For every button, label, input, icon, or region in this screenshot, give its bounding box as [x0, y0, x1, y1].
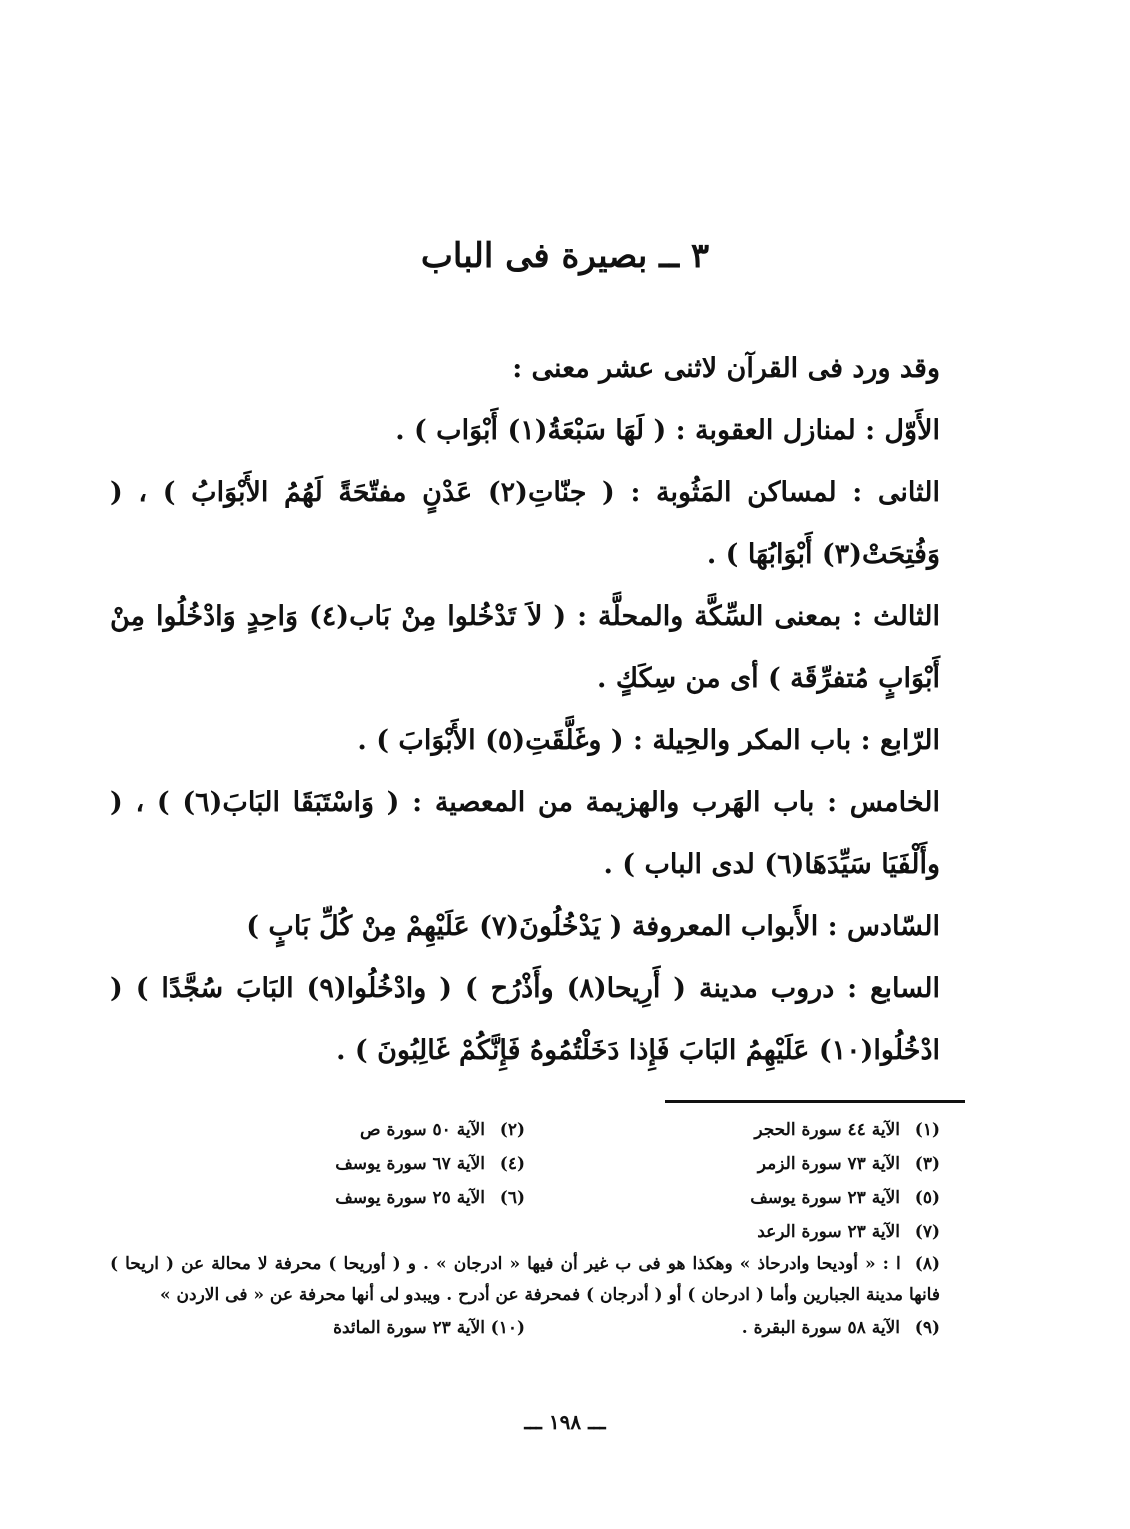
footnote-row: [110, 1181, 940, 1215]
footnote-text: الآية ٢٥ سورة يوسف: [335, 1188, 485, 1208]
footnote-number: (٩): [914, 1318, 940, 1338]
section-title: ٣ ــ بصيرة فى الباب: [420, 236, 710, 276]
paragraph-sixth: السّادس : الأَبواب المعروفة ( يَدْخُلُونَ(٧) عَلَيْهِمْ مِنْ كُلِّ بَابٍ ): [246, 911, 940, 942]
footnote-item: [525, 1311, 940, 1345]
footnote-number: (٤): [499, 1154, 525, 1174]
paragraph-fifth: الخامس : باب الهَرب والهزيمة من المعصية : ( وَاسْتَبَقَا البَابَ(٦) ) ، ( وأَلْفَيَا سَيِّدَهَا(٦) لدى الباب ) .: [110, 787, 940, 880]
footnote-text: الآية ٦٧ سورة يوسف: [335, 1154, 485, 1174]
footnote-number: (١): [914, 1120, 940, 1140]
footnote-number: (٦): [499, 1188, 525, 1208]
footnote-item: [110, 1147, 525, 1181]
paragraph-first: الأَوّل : لمنازل العقوبة : ( لَهَا سَبْعَةُ(١) أَبْوَاب ) .: [395, 415, 940, 446]
footnote-item: [110, 1113, 525, 1147]
paragraph-intro: وقد ورد فى القرآن لاثنى عشر معنى :: [512, 353, 940, 384]
footnotes: [110, 1113, 940, 1345]
footnote-number: (٥): [914, 1188, 940, 1208]
footnote-text: الآية ٤٤ سورة الحجر: [754, 1120, 900, 1140]
footnote-text: الآية ٢٣ سورة الرعد: [757, 1222, 900, 1242]
paragraph-seventh: السابع : دروب مدينة ( أَرِيحا(٨) وأَذْرُح ) ( وادْخُلُوا(٩) البَابَ سُجَّدًا ) ( ادْخُلُوا(١٠) عَلَيْهِمُ البَابَ فَإِذا دَخَلْتُمُوهُ فَإِنَّكُمْ غَالِبُونَ ) .: [110, 973, 941, 1066]
footnote-text: الآية ٢٣ سورة المائدة: [333, 1318, 485, 1338]
paragraph-third: الثالث : بمعنى السِّكَّة والمحلَّة : ( لاَ تَدْخُلوا مِنْ بَاب(٤) وَاحِدٍ وَادْخُلُوا مِنْ أَبْوَابٍ مُتفرِّقَة ) أى من سِكَكٍ .: [110, 601, 940, 694]
footnote-item: [525, 1215, 940, 1249]
footnote-text: الآية ٧٣ سورة الزمر: [757, 1154, 900, 1174]
footnote-number: (٢): [499, 1120, 525, 1140]
footnote-number: (٧): [914, 1222, 940, 1242]
footnote-item: [110, 1311, 525, 1345]
footnote-long-note: [110, 1249, 940, 1311]
footnote-row: [110, 1311, 940, 1345]
footnote-number: (١٠): [490, 1318, 525, 1338]
footnote-row: [110, 1147, 940, 1181]
footnote-item: [110, 1181, 525, 1215]
footnote-text: الآية ٢٣ سورة يوسف: [750, 1188, 900, 1208]
footnote-text: الآية ٥٨ سورة البقرة .: [741, 1318, 900, 1338]
footnote-number: (٨): [914, 1254, 940, 1274]
main-text: [110, 338, 940, 1082]
footnote-item: [525, 1181, 940, 1215]
footnote-text: الآية ٥٠ سورة ص: [360, 1120, 485, 1140]
footnote-text: ا : « أوديحا وادرحاذ » وهكذا هو فى ب غير أن فيها « ادرجان » . و ( أوريحا ) محرفة لا محالة عن ( اريحا ) فانها مدينة الجبارين وأما ( ادرحان ) أو ( أدرجان ) فمحرفة عن أدرح . ويبدو لى أنها محرفة عن « فى الاردن »: [110, 1254, 940, 1305]
paragraph-second: الثانى : لمساكن المَثُوبة : ( جنّاتِ(٢) عَدْنٍ مفتّحَةً لَهُمُ الأَبْوَابُ ) ، ( وَفُتِحَتْ(٣) أَبْوَابُهَا ) .: [110, 477, 941, 570]
footnote-item: [110, 1215, 525, 1249]
footnote-item: [525, 1113, 940, 1147]
paragraph-fourth: الرّابع : باب المكر والحِيلة : ( وغَلَّقَتِ(٥) الأَبْوَابَ ) .: [357, 725, 940, 756]
footnote-row: [110, 1215, 940, 1249]
footnote-number: [485, 1215, 525, 1249]
footnote-row: [110, 1113, 940, 1147]
footnote-number: (٣): [914, 1154, 940, 1174]
footnote-item: [525, 1147, 940, 1181]
footnote-divider: [665, 1100, 965, 1103]
page-number: ـــ ١٩٨ ـــ: [524, 1410, 606, 1434]
